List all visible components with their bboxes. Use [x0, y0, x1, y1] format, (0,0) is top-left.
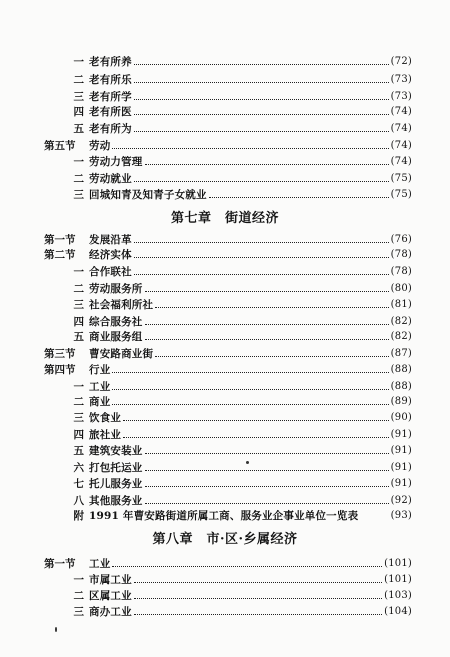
entry-page: (82) [390, 331, 412, 342]
entry-number: 一 [73, 574, 84, 586]
entry-title: 行业 [89, 364, 111, 376]
entry-number: 二 [73, 396, 84, 408]
entry-title: 饮食业 [89, 412, 122, 424]
toc-entry [44, 477, 412, 491]
leader-dots [145, 497, 389, 504]
leader-dots [123, 414, 389, 421]
entry-number: 第二节 [44, 249, 76, 261]
entry-page: (80) [390, 283, 412, 294]
entry-title: 商业 [89, 396, 111, 408]
toc-entry [44, 315, 412, 329]
entry-title: 回城知青及知青子女就业 [89, 189, 207, 201]
toc-entry [44, 347, 412, 361]
toc-entry [44, 248, 412, 262]
entry-number: 二 [73, 74, 84, 86]
entry-page: (91) [390, 429, 412, 440]
entry-number: 第三节 [44, 348, 76, 360]
scan-speck [55, 627, 57, 632]
entry-page: (101) [384, 558, 412, 569]
entry-title: 老有所学 [89, 91, 132, 103]
entry-title: 劳动服务所 [89, 283, 143, 295]
entry-page: (101) [384, 574, 412, 585]
entry-title: 老有所医 [89, 106, 132, 118]
entry-title: 打包托运业 [89, 462, 143, 474]
entry-title: 劳动就业 [89, 173, 132, 185]
entry-title: 工业 [89, 558, 111, 570]
entry-number: 三 [73, 189, 84, 201]
entry-page: (81) [390, 299, 412, 310]
leader-dots [134, 268, 389, 275]
entry-page: (87) [390, 348, 412, 359]
entry-page: (89) [390, 396, 412, 407]
entry-page: (104) [384, 606, 412, 617]
toc-entry [44, 122, 412, 136]
leader-dots [360, 512, 388, 518]
entry-title: 合作联社 [89, 266, 132, 278]
toc-entry [44, 363, 412, 377]
entry-page: (92) [390, 495, 412, 506]
leader-dots [134, 251, 389, 258]
entry-title: 旅社业 [89, 429, 122, 441]
toc-entry [44, 411, 412, 425]
entry-page: (74) [390, 140, 412, 151]
leader-dots [145, 158, 389, 165]
entry-page: (73) [390, 91, 412, 102]
entry-title: 劳动 [89, 140, 111, 152]
entry-page: (88) [390, 381, 412, 392]
toc-entry [44, 589, 412, 603]
entry-number: 一 [73, 156, 84, 168]
toc-entry [44, 428, 412, 442]
entry-number: 一 [73, 381, 84, 393]
toc-entry [44, 265, 412, 279]
entry-number: 八 [73, 495, 84, 507]
leader-dots [112, 383, 388, 390]
entry-number: 一 [73, 266, 84, 278]
entry-number: 四 [73, 316, 84, 328]
toc-entry [44, 172, 412, 186]
entry-number: 三 [73, 412, 84, 424]
entry-title: 老有所为 [89, 123, 132, 135]
entry-title: 市属工业 [89, 574, 132, 586]
entry-page: (91) [390, 445, 412, 456]
entry-number: 六 [73, 462, 84, 474]
toc-entry [44, 139, 412, 153]
entry-page: (72) [390, 56, 412, 67]
entry-number: 第一节 [44, 234, 76, 246]
leader-dots [112, 366, 388, 373]
entry-number: 第一节 [44, 558, 76, 570]
entry-page: (91) [390, 478, 412, 489]
entry-page: (74) [390, 156, 412, 167]
entry-title: 区属工业 [89, 590, 132, 602]
leader-dots [145, 480, 389, 487]
toc-entry [44, 188, 412, 202]
entry-number: 二 [73, 173, 84, 185]
leader-dots [112, 142, 388, 149]
entry-page: (90) [390, 412, 412, 423]
entry-number: 四 [73, 106, 84, 118]
entry-number: 三 [73, 299, 84, 311]
leader-dots [134, 236, 389, 243]
entry-title: 托儿服务业 [89, 478, 143, 490]
leader-dots [145, 464, 389, 471]
toc-entry [44, 330, 412, 344]
toc-entry [44, 605, 412, 619]
leader-dots [155, 301, 388, 308]
entry-title: 商办工业 [89, 606, 132, 618]
entry-number: 五 [73, 123, 84, 135]
entry-number: 五 [73, 331, 84, 343]
entry-number: 附 [73, 510, 84, 522]
entry-number: 一 [73, 56, 84, 68]
toc-entry [44, 444, 412, 458]
leader-dots [112, 398, 388, 405]
leader-dots [209, 191, 389, 198]
entry-title: 劳动力管理 [89, 156, 143, 168]
toc-entry [44, 55, 412, 69]
toc-entry [44, 282, 412, 296]
entry-number: 四 [73, 429, 84, 441]
toc-entry [44, 494, 412, 508]
entry-page: (88) [390, 364, 412, 375]
entry-page: (103) [384, 590, 412, 601]
leader-dots [112, 560, 382, 567]
toc-entry [44, 90, 412, 104]
toc-entry [44, 573, 412, 587]
entry-page: (76) [390, 234, 412, 245]
entry-title: 商业服务组 [89, 331, 143, 343]
toc-entry [44, 380, 412, 394]
scan-speck [246, 461, 249, 464]
leader-dots [134, 125, 389, 132]
entry-page: (74) [390, 123, 412, 134]
entry-title: 其他服务业 [89, 495, 143, 507]
entry-title: 社会福利所社 [89, 299, 154, 311]
entry-number: 二 [73, 283, 84, 295]
leader-dots [134, 93, 389, 100]
leader-dots [134, 608, 382, 615]
leader-dots [123, 431, 389, 438]
leader-dots [145, 447, 389, 454]
entry-number: 二 [73, 590, 84, 602]
entry-title: 发展沿革 [89, 234, 132, 246]
entry-number: 七 [73, 478, 84, 490]
chapter-heading: 第七章 街道经济 [170, 211, 279, 226]
leader-dots [145, 318, 389, 325]
entry-title: 工业 [89, 381, 111, 393]
entry-number: 三 [73, 606, 84, 618]
leader-dots [134, 175, 389, 182]
leader-dots [134, 108, 389, 115]
entry-title: 1991 年曹安路街道所属工商、服务业企事业单位一览表 [89, 510, 359, 522]
toc-entry [44, 73, 412, 87]
toc-entry [44, 509, 412, 523]
entry-page: (75) [390, 189, 412, 200]
entry-page: (78) [390, 266, 412, 277]
leader-dots [134, 76, 389, 83]
entry-page: (74) [390, 106, 412, 117]
entry-page: (82) [390, 316, 412, 327]
toc-entry [44, 105, 412, 119]
toc-entry [44, 155, 412, 169]
leader-dots [145, 333, 389, 340]
entry-number: 三 [73, 91, 84, 103]
entry-page: (91) [390, 462, 412, 473]
toc-entry [44, 233, 412, 247]
leader-dots [155, 350, 388, 357]
entry-title: 老有所乐 [89, 74, 132, 86]
toc-entry [44, 395, 412, 409]
leader-dots [145, 285, 389, 292]
leader-dots [134, 576, 382, 583]
entry-title: 经济实体 [89, 249, 132, 261]
entry-number: 第五节 [44, 140, 76, 152]
toc-entry [44, 461, 412, 475]
entry-page: (75) [390, 173, 412, 184]
entry-page: (93) [390, 510, 412, 521]
entry-title: 建筑安装业 [89, 445, 143, 457]
entry-page: (78) [390, 249, 412, 260]
toc-entry [44, 557, 412, 571]
toc-entry [44, 298, 412, 312]
entry-title: 老有所养 [89, 56, 132, 68]
leader-dots [134, 58, 389, 65]
entry-page: (73) [390, 74, 412, 85]
leader-dots [134, 592, 382, 599]
chapter-heading: 第八章 市·区·乡属经济 [152, 532, 298, 547]
entry-title: 综合服务社 [89, 316, 143, 328]
entry-title: 曹安路商业街 [89, 348, 154, 360]
entry-number: 五 [73, 445, 84, 457]
entry-number: 第四节 [44, 364, 76, 376]
